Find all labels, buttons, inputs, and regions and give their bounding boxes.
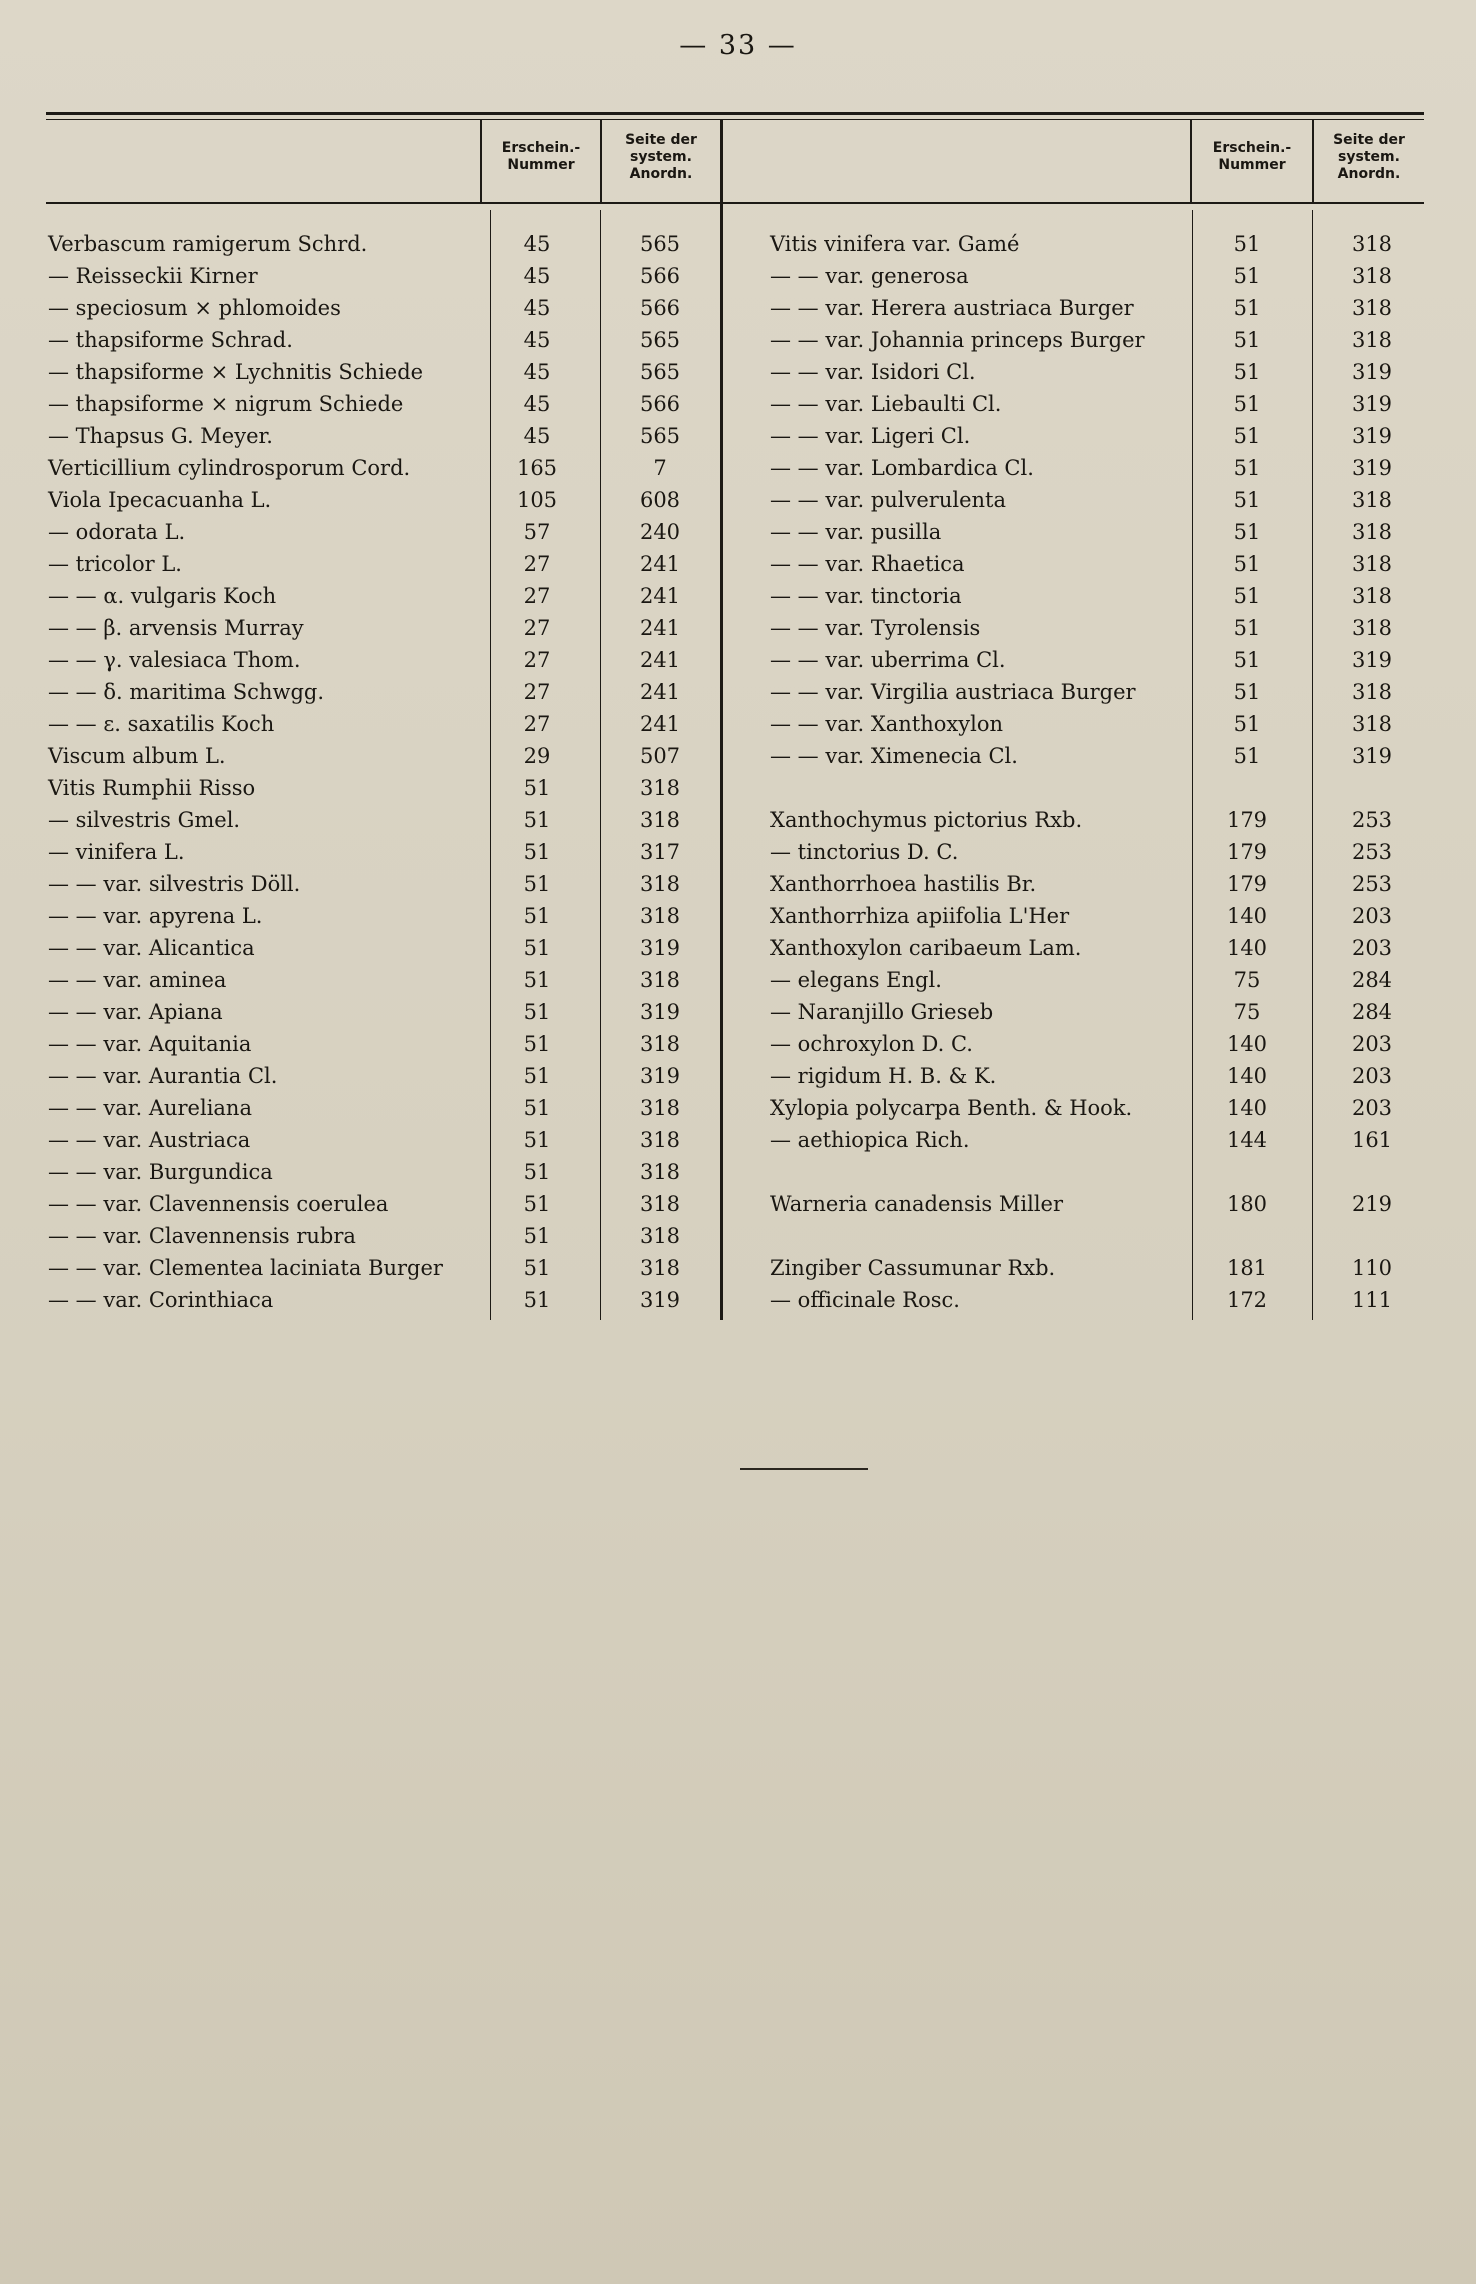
- left-index-column: [48, 228, 720, 1316]
- entry-seite: 566: [639, 264, 681, 288]
- entry-seite: 318: [639, 1128, 681, 1152]
- entry-name: — — var. pusilla: [770, 520, 942, 544]
- entry-seite: 608: [639, 488, 681, 512]
- header-seite-right: Seite der system. Anordn.: [1333, 132, 1405, 182]
- entry-erschein-nummer: 140: [1226, 1064, 1268, 1088]
- right-index-column: [770, 228, 1424, 1316]
- entry-name: — — ε. saxatilis Koch: [48, 712, 275, 736]
- entry-seite: 318: [1351, 712, 1393, 736]
- index-entry: [770, 420, 1424, 452]
- entry-erschein-nummer: 27: [523, 648, 551, 672]
- entry-seite: 318: [1351, 232, 1393, 256]
- entry-seite: 319: [639, 936, 681, 960]
- entry-seite: 318: [1351, 680, 1393, 704]
- entry-name: — — var. Corinthiaca: [48, 1288, 274, 1312]
- page-number: — 33 —: [679, 30, 797, 61]
- entry-erschein-nummer: 51: [1233, 424, 1261, 448]
- entry-name: Xanthorrhiza apiifolia L'Her: [770, 904, 1070, 928]
- entry-erschein-nummer: 45: [523, 392, 551, 416]
- entry-name: — thapsiforme × nigrum Schiede: [48, 392, 404, 416]
- center-divider: [720, 120, 723, 1320]
- entry-name: — Reisseckii Kirner: [48, 264, 258, 288]
- index-entry: [48, 612, 720, 644]
- entry-seite: 319: [1351, 648, 1393, 672]
- entry-erschein-nummer: 51: [523, 808, 551, 832]
- index-entry: [770, 932, 1424, 964]
- spacer: [770, 772, 1424, 804]
- index-entry: [770, 548, 1424, 580]
- entry-name: — — var. Rhaetica: [770, 552, 965, 576]
- entry-seite: 203: [1351, 936, 1393, 960]
- top-rule-thin: [46, 119, 1424, 120]
- entry-seite: 318: [1351, 584, 1393, 608]
- entry-name: — silvestris Gmel.: [48, 808, 241, 832]
- index-entry: [48, 932, 720, 964]
- entry-seite: 318: [639, 904, 681, 928]
- entry-name: Verticillium cylindrosporum Cord.: [48, 456, 411, 480]
- index-entry: [48, 1156, 720, 1188]
- entry-name: — — var. Lombardica Cl.: [770, 456, 1034, 480]
- bottom-rule: [740, 1468, 868, 1470]
- index-entry: [48, 580, 720, 612]
- entry-erschein-nummer: 51: [1233, 552, 1261, 576]
- entry-name: — — var. Ligeri Cl.: [770, 424, 971, 448]
- entry-erschein-nummer: 27: [523, 584, 551, 608]
- index-entry: [770, 292, 1424, 324]
- entry-erschein-nummer: 51: [1233, 392, 1261, 416]
- entry-name: — — var. Aquitania: [48, 1032, 252, 1056]
- entry-erschein-nummer: 51: [1233, 744, 1261, 768]
- header-erschein-left: Erschein.- Nummer: [501, 140, 581, 173]
- index-entry: [48, 804, 720, 836]
- entry-name: — — var. Virgilia austriaca Burger: [770, 680, 1136, 704]
- entry-seite: 253: [1351, 840, 1393, 864]
- index-entry: [48, 708, 720, 740]
- entry-seite: 318: [639, 1224, 681, 1248]
- entry-name: Warneria canadensis Miller: [770, 1192, 1064, 1216]
- entry-seite: 318: [639, 968, 681, 992]
- entry-seite: 241: [639, 584, 681, 608]
- entry-erschein-nummer: 75: [1233, 968, 1261, 992]
- entry-erschein-nummer: 45: [523, 360, 551, 384]
- entry-seite: 566: [639, 296, 681, 320]
- entry-name: — vinifera L.: [48, 840, 185, 864]
- entry-name: — — var. Burgundica: [48, 1160, 273, 1184]
- entry-seite: 319: [639, 1288, 681, 1312]
- entry-erschein-nummer: 179: [1226, 808, 1268, 832]
- index-entry: [48, 676, 720, 708]
- entry-seite: 318: [639, 1256, 681, 1280]
- entry-erschein-nummer: 51: [1233, 360, 1261, 384]
- entry-seite: 318: [1351, 264, 1393, 288]
- index-entry: [770, 836, 1424, 868]
- index-entry: [48, 1252, 720, 1284]
- entry-erschein-nummer: 51: [523, 936, 551, 960]
- index-entry: [48, 452, 720, 484]
- entry-name: — — var. pulverulenta: [770, 488, 1006, 512]
- entry-name: — — var. Aurantia Cl.: [48, 1064, 278, 1088]
- entry-seite: 284: [1351, 968, 1393, 992]
- entry-seite: 241: [639, 680, 681, 704]
- entry-name: Zingiber Cassumunar Rxb.: [770, 1256, 1056, 1280]
- index-entry: [48, 644, 720, 676]
- index-entry: [48, 292, 720, 324]
- entry-name: — tinctorius D. C.: [770, 840, 959, 864]
- entry-name: Vitis Rumphii Risso: [48, 776, 256, 800]
- entry-name: — rigidum H. B. & K.: [770, 1064, 997, 1088]
- entry-seite: 319: [639, 1064, 681, 1088]
- entry-erschein-nummer: 51: [1233, 328, 1261, 352]
- entry-seite: 110: [1351, 1256, 1393, 1280]
- entry-seite: 318: [639, 1192, 681, 1216]
- entry-seite: 318: [639, 808, 681, 832]
- entry-seite: 507: [639, 744, 681, 768]
- entry-name: Xanthochymus pictorius Rxb.: [770, 808, 1083, 832]
- entry-seite: 7: [653, 456, 667, 480]
- index-entry: [770, 804, 1424, 836]
- entry-erschein-nummer: 75: [1233, 1000, 1261, 1024]
- index-entry: [48, 836, 720, 868]
- entry-name: — — var. silvestris Döll.: [48, 872, 301, 896]
- entry-erschein-nummer: 45: [523, 232, 551, 256]
- index-entry: [770, 900, 1424, 932]
- entry-erschein-nummer: 181: [1226, 1256, 1268, 1280]
- entry-name: — — var. Liebaulti Cl.: [770, 392, 1002, 416]
- entry-seite: 203: [1351, 1096, 1393, 1120]
- index-entry: [770, 708, 1424, 740]
- entry-erschein-nummer: 51: [1233, 680, 1261, 704]
- header-erschein-right: Erschein.- Nummer: [1212, 140, 1292, 173]
- index-entry: [48, 1060, 720, 1092]
- index-entry: [770, 356, 1424, 388]
- entry-name: — — var. uberrima Cl.: [770, 648, 1006, 672]
- entry-seite: 318: [1351, 616, 1393, 640]
- entry-erschein-nummer: 179: [1226, 872, 1268, 896]
- entry-name: — — var. tinctoria: [770, 584, 962, 608]
- index-entry: [770, 676, 1424, 708]
- entry-seite: 253: [1351, 808, 1393, 832]
- index-entry: [770, 644, 1424, 676]
- entry-erschein-nummer: 180: [1226, 1192, 1268, 1216]
- index-entry: [770, 1188, 1424, 1220]
- entry-erschein-nummer: 51: [523, 1128, 551, 1152]
- entry-name: — — var. Austriaca: [48, 1128, 251, 1152]
- entry-erschein-nummer: 51: [523, 1224, 551, 1248]
- index-entry: [770, 868, 1424, 900]
- entry-seite: 565: [639, 360, 681, 384]
- entry-erschein-nummer: 144: [1226, 1128, 1268, 1152]
- entry-name: — — var. Tyrolensis: [770, 616, 981, 640]
- index-entry: [48, 228, 720, 260]
- entry-name: Viola Ipecacuanha L.: [48, 488, 272, 512]
- entry-seite: 318: [639, 1032, 681, 1056]
- entry-erschein-nummer: 51: [523, 1288, 551, 1312]
- index-entry: [48, 388, 720, 420]
- entry-name: — ochroxylon D. C.: [770, 1032, 973, 1056]
- entry-name: Verbascum ramigerum Schrd.: [48, 232, 368, 256]
- index-entry: [48, 1284, 720, 1316]
- index-entry: [770, 1284, 1424, 1316]
- entry-name: — — var. Ximenecia Cl.: [770, 744, 1018, 768]
- index-entry: [770, 1060, 1424, 1092]
- entry-name: — — var. Aureliana: [48, 1096, 252, 1120]
- entry-erschein-nummer: 51: [523, 1160, 551, 1184]
- index-entry: [48, 516, 720, 548]
- entry-erschein-nummer: 179: [1226, 840, 1268, 864]
- index-entry: [48, 420, 720, 452]
- index-entry: [770, 612, 1424, 644]
- entry-name: Xanthorrhoea hastilis Br.: [770, 872, 1037, 896]
- entry-seite: 318: [639, 1160, 681, 1184]
- entry-name: — — var. generosa: [770, 264, 969, 288]
- entry-seite: 565: [639, 328, 681, 352]
- entry-erschein-nummer: 140: [1226, 1032, 1268, 1056]
- entry-seite: 566: [639, 392, 681, 416]
- entry-name: — officinale Rosc.: [770, 1288, 960, 1312]
- entry-seite: 319: [1351, 392, 1393, 416]
- entry-seite: 319: [1351, 424, 1393, 448]
- entry-erschein-nummer: 51: [523, 872, 551, 896]
- entry-seite: 203: [1351, 904, 1393, 928]
- index-entry: [770, 1028, 1424, 1060]
- entry-erschein-nummer: 140: [1226, 904, 1268, 928]
- entry-erschein-nummer: 51: [523, 1256, 551, 1280]
- index-entry: [770, 388, 1424, 420]
- entry-name: — — var. Clavennensis rubra: [48, 1224, 356, 1248]
- index-entry: [48, 868, 720, 900]
- entry-erschein-nummer: 51: [1233, 456, 1261, 480]
- entry-erschein-nummer: 51: [523, 840, 551, 864]
- entry-erschein-nummer: 51: [523, 1096, 551, 1120]
- entry-name: — — var. Herera austriaca Burger: [770, 296, 1134, 320]
- entry-seite: 203: [1351, 1032, 1393, 1056]
- entry-erschein-nummer: 51: [1233, 488, 1261, 512]
- entry-name: — — α. vulgaris Koch: [48, 584, 277, 608]
- entry-erschein-nummer: 45: [523, 296, 551, 320]
- entry-erschein-nummer: 29: [523, 744, 551, 768]
- entry-name: — — var. Clavennensis coerulea: [48, 1192, 389, 1216]
- index-entry: [48, 1028, 720, 1060]
- entry-erschein-nummer: 51: [1233, 232, 1261, 256]
- entry-erschein-nummer: 51: [523, 776, 551, 800]
- entry-erschein-nummer: 51: [523, 1032, 551, 1056]
- index-entry: [770, 260, 1424, 292]
- entry-seite: 241: [639, 712, 681, 736]
- index-entry: [48, 1092, 720, 1124]
- index-entry: [48, 900, 720, 932]
- spacer: [770, 1156, 1424, 1188]
- entry-seite: 203: [1351, 1064, 1393, 1088]
- entry-erschein-nummer: 165: [516, 456, 558, 480]
- entry-seite: 318: [1351, 552, 1393, 576]
- entry-name: — tricolor L.: [48, 552, 182, 576]
- top-rule: [46, 112, 1424, 115]
- entry-seite: 161: [1351, 1128, 1393, 1152]
- entry-erschein-nummer: 45: [523, 424, 551, 448]
- entry-seite: 565: [639, 424, 681, 448]
- header-rule: [46, 202, 1424, 204]
- index-entry: [48, 964, 720, 996]
- entry-erschein-nummer: 51: [1233, 264, 1261, 288]
- entry-erschein-nummer: 51: [1233, 712, 1261, 736]
- index-entry: [48, 548, 720, 580]
- entry-erschein-nummer: 51: [1233, 616, 1261, 640]
- entry-seite: 318: [639, 1096, 681, 1120]
- entry-name: — — γ. valesiaca Thom.: [48, 648, 301, 672]
- index-entry: [48, 772, 720, 804]
- entry-erschein-nummer: 140: [1226, 936, 1268, 960]
- entry-seite: 318: [1351, 488, 1393, 512]
- entry-erschein-nummer: 51: [1233, 648, 1261, 672]
- entry-seite: 319: [1351, 744, 1393, 768]
- entry-name: — Thapsus G. Meyer.: [48, 424, 273, 448]
- entry-name: — — var. Apiana: [48, 1000, 223, 1024]
- entry-name: — — β. arvensis Murray: [48, 616, 304, 640]
- entry-erschein-nummer: 51: [523, 968, 551, 992]
- entry-name: — — var. Alicantica: [48, 936, 255, 960]
- entry-erschein-nummer: 105: [516, 488, 558, 512]
- index-entry: [48, 996, 720, 1028]
- entry-name: — — var. Isidori Cl.: [770, 360, 976, 384]
- entry-seite: 241: [639, 648, 681, 672]
- entry-seite: 319: [1351, 456, 1393, 480]
- index-entry: [770, 1092, 1424, 1124]
- spacer: [770, 1220, 1424, 1252]
- entry-erschein-nummer: 51: [523, 1000, 551, 1024]
- entry-erschein-nummer: 27: [523, 680, 551, 704]
- index-entry: [770, 1252, 1424, 1284]
- entry-seite: 318: [1351, 520, 1393, 544]
- index-entry: [48, 740, 720, 772]
- entry-erschein-nummer: 51: [523, 1064, 551, 1088]
- entry-erschein-nummer: 51: [1233, 296, 1261, 320]
- entry-seite: 318: [639, 776, 681, 800]
- index-entry: [770, 1124, 1424, 1156]
- index-entry: [48, 1124, 720, 1156]
- index-entry: [770, 324, 1424, 356]
- entry-name: — elegans Engl.: [770, 968, 942, 992]
- entry-erschein-nummer: 45: [523, 264, 551, 288]
- entry-name: Xanthoxylon caribaeum Lam.: [770, 936, 1082, 960]
- index-entry: [48, 484, 720, 516]
- entry-erschein-nummer: 140: [1226, 1096, 1268, 1120]
- entry-name: — Naranjillo Grieseb: [770, 1000, 994, 1024]
- entry-name: — speciosum × phlomoides: [48, 296, 341, 320]
- entry-seite: 318: [639, 872, 681, 896]
- entry-seite: 318: [1351, 296, 1393, 320]
- entry-name: — — δ. maritima Schwgg.: [48, 680, 325, 704]
- entry-erschein-nummer: 172: [1226, 1288, 1268, 1312]
- entry-name: — — var. Xanthoxylon: [770, 712, 1004, 736]
- index-entry: [770, 740, 1424, 772]
- entry-erschein-nummer: 45: [523, 328, 551, 352]
- entry-seite: 565: [639, 232, 681, 256]
- entry-name: Viscum album L.: [48, 744, 226, 768]
- entry-name: Xylopia polycarpa Benth. & Hook.: [770, 1096, 1133, 1120]
- index-entry: [48, 260, 720, 292]
- entry-name: — — var. Johannia princeps Burger: [770, 328, 1145, 352]
- entry-seite: 318: [1351, 328, 1393, 352]
- header-seite-left: Seite der system. Anordn.: [625, 132, 697, 182]
- index-entry: [48, 356, 720, 388]
- entry-erschein-nummer: 27: [523, 712, 551, 736]
- entry-seite: 241: [639, 552, 681, 576]
- entry-name: — aethiopica Rich.: [770, 1128, 970, 1152]
- entry-name: — — var. Clementea laciniata Burger: [48, 1256, 443, 1280]
- entry-seite: 284: [1351, 1000, 1393, 1024]
- index-entry: [770, 228, 1424, 260]
- entry-erschein-nummer: 51: [523, 904, 551, 928]
- entry-erschein-nummer: 51: [1233, 520, 1261, 544]
- index-entry: [770, 484, 1424, 516]
- entry-name: — thapsiforme Schrad.: [48, 328, 293, 352]
- entry-name: — odorata L.: [48, 520, 186, 544]
- index-entry: [770, 996, 1424, 1028]
- entry-seite: 317: [639, 840, 681, 864]
- entry-name: — — var. apyrena L.: [48, 904, 263, 928]
- entry-name: Vitis vinifera var. Gamé: [770, 232, 1020, 256]
- entry-erschein-nummer: 27: [523, 552, 551, 576]
- index-entry: [48, 1220, 720, 1252]
- index-entry: [48, 324, 720, 356]
- entry-erschein-nummer: 51: [1233, 584, 1261, 608]
- index-entry: [770, 452, 1424, 484]
- entry-name: — thapsiforme × Lychnitis Schiede: [48, 360, 424, 384]
- index-entry: [770, 516, 1424, 548]
- entry-seite: 319: [1351, 360, 1393, 384]
- entry-seite: 219: [1351, 1192, 1393, 1216]
- index-entry: [770, 964, 1424, 996]
- entry-seite: 240: [639, 520, 681, 544]
- entry-name: — — var. aminea: [48, 968, 227, 992]
- entry-seite: 111: [1351, 1288, 1393, 1312]
- entry-seite: 319: [639, 1000, 681, 1024]
- entry-seite: 241: [639, 616, 681, 640]
- index-entry: [770, 580, 1424, 612]
- entry-erschein-nummer: 57: [523, 520, 551, 544]
- entry-erschein-nummer: 27: [523, 616, 551, 640]
- index-entry: [48, 1188, 720, 1220]
- entry-erschein-nummer: 51: [523, 1192, 551, 1216]
- entry-seite: 253: [1351, 872, 1393, 896]
